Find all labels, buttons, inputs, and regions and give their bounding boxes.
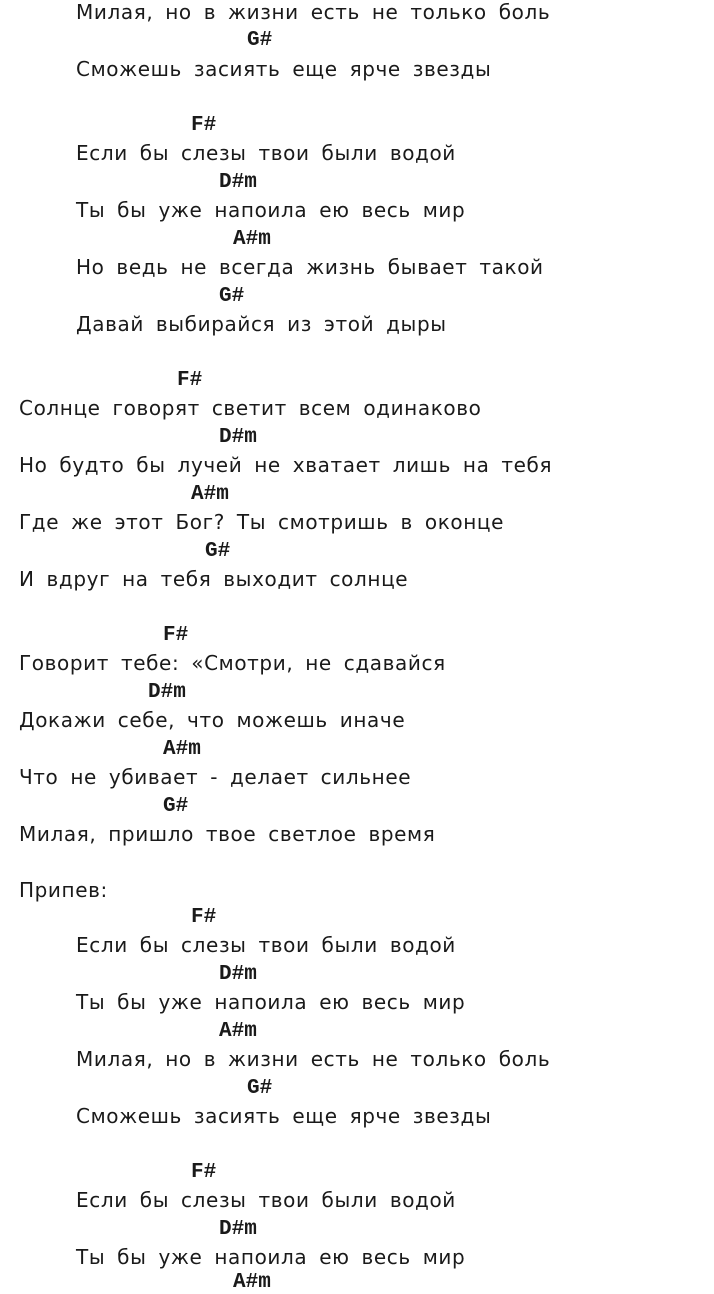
chord-label: A#m xyxy=(233,228,271,251)
chord-label: F# xyxy=(163,624,189,647)
lyric-line: Где же этот Бог? Ты смотришь в оконце xyxy=(19,510,505,534)
chord-label: F# xyxy=(191,906,217,929)
chord-label: A#m xyxy=(163,738,201,761)
chord-label: G# xyxy=(163,795,189,818)
chord-label: D#m xyxy=(219,426,257,449)
lyric-line: Милая, но в жизни есть не только боль xyxy=(76,0,551,24)
lyric-line: Давай выбирайся из этой дыры xyxy=(76,312,447,336)
lyric-line: Что не убивает - делает сильнее xyxy=(19,765,412,789)
lyric-line: Говорит тебе: «Смотри, не сдавайся xyxy=(19,651,446,675)
chord-label: D#m xyxy=(219,1218,257,1241)
chord-label: G# xyxy=(219,285,245,308)
chord-label: D#m xyxy=(219,171,257,194)
lyric-line: Если бы слезы твои были водой xyxy=(76,933,456,957)
chord-label: D#m xyxy=(148,681,186,704)
section-label: Припев: xyxy=(19,878,108,902)
lyric-line: Милая, но в жизни есть не только боль xyxy=(76,1047,551,1071)
chord-label: D#m xyxy=(219,963,257,986)
lyric-line: Солнце говорят светит всем одинаково xyxy=(19,396,482,420)
chord-label: A#m xyxy=(233,1271,271,1294)
lyric-line: Сможешь засиять еще ярче звезды xyxy=(76,1104,492,1128)
chord-label: F# xyxy=(191,114,217,137)
lyric-line: Ты бы уже напоила ею весь мир xyxy=(76,1245,466,1269)
chord-label: F# xyxy=(191,1161,217,1184)
chord-label: A#m xyxy=(191,483,229,506)
lyric-line: Докажи себе, что можешь иначе xyxy=(19,708,406,732)
lyric-line: Если бы слезы твои были водой xyxy=(76,1188,456,1212)
lyric-line: Но будто бы лучей не хватает лишь на тебя xyxy=(19,453,553,477)
chord-label: G# xyxy=(247,1077,273,1100)
lyric-line: Если бы слезы твои были водой xyxy=(76,141,456,165)
lyric-line: И вдруг на тебя выходит солнце xyxy=(19,567,409,591)
lyric-line: Милая, пришло твое светлое время xyxy=(19,822,436,846)
lyric-line: Сможешь засиять еще ярче звезды xyxy=(76,57,492,81)
chord-label: G# xyxy=(247,29,273,52)
lyric-line: Но ведь не всегда жизнь бывает такой xyxy=(76,255,544,279)
lyric-line: Ты бы уже напоила ею весь мир xyxy=(76,990,466,1014)
lyric-line: Ты бы уже напоила ею весь мир xyxy=(76,198,466,222)
chord-label: G# xyxy=(205,540,231,563)
chord-label: A#m xyxy=(219,1020,257,1043)
chord-label: F# xyxy=(177,369,203,392)
